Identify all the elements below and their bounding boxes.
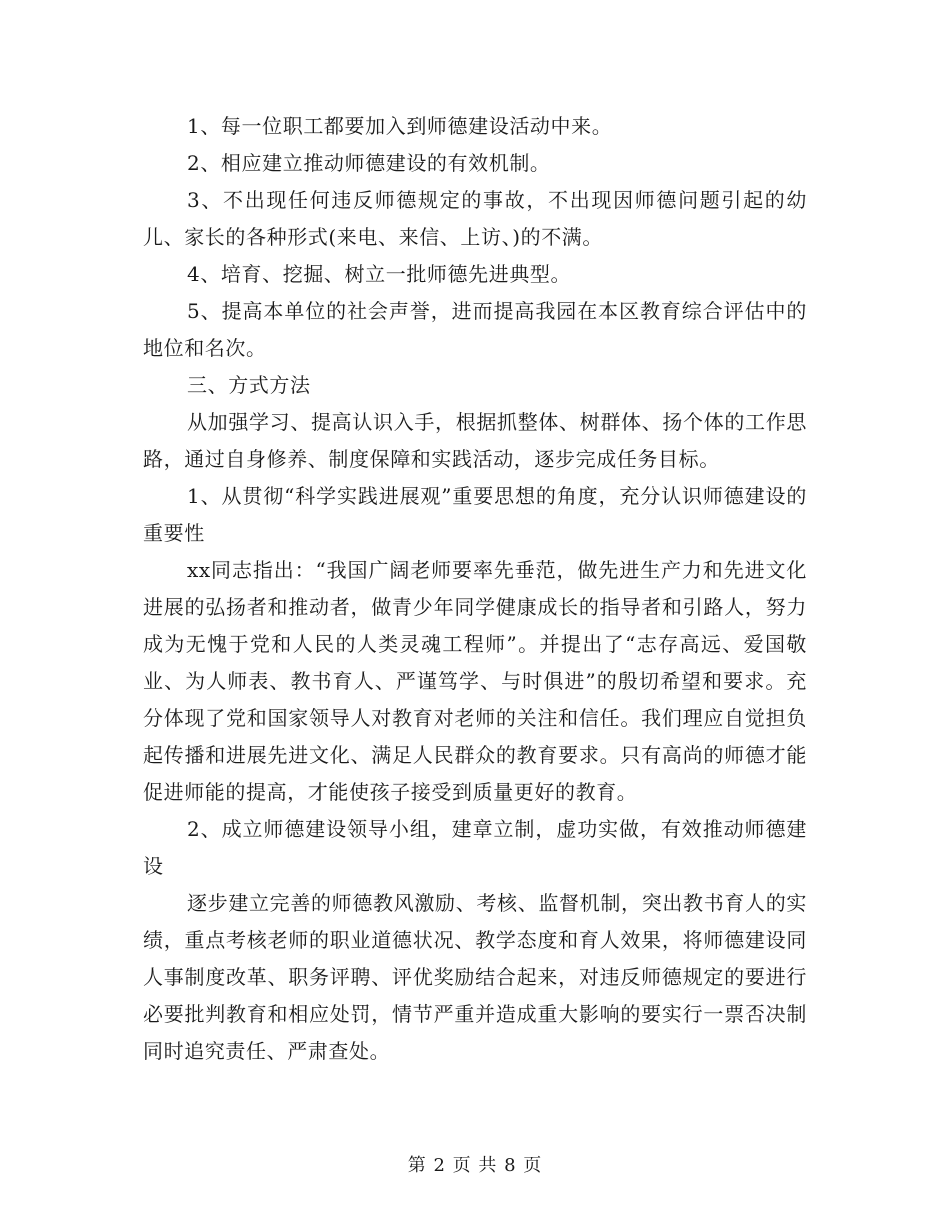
paragraph-mechanism: 逐步建立完善的师德教风激励、考核、监督机制，突出教书育人的实绩，重点考核老师的职业道德状况、教学态度和育人效果，将师德建设同人事制度改革、职务评聘、评优奖励结合起来，对违反师德规定的要进行必要批判教育和相应处罚，情节严重并造成重大影响的要实行一票否决制同时追究责任、严肃查处。: [143, 891, 807, 1063]
paragraph-goal-5: 5、提高本单位的社会声誉，进而提高我园在本区教育综合评估中的地位和名次。: [143, 299, 807, 360]
paragraph-methods-intro: 从加强学习、提高认识入手，根据抓整体、树群体、扬个体的工作思路，通过自身修养、制度保障和实践活动，逐步完成任务目标。: [143, 410, 807, 471]
paragraph-goal-4: 4、培育、挖掘、树立一批师德先进典型。: [187, 262, 572, 286]
paragraph-goal-3: 3、不出现任何违反师德规定的事故，不出现因师德问题引起的幼儿、家长的各种形式(来电、来信、上访、)的不满。: [143, 188, 807, 249]
paragraph-goal-1: 1、每一位职工都要加入到师德建设活动中来。: [187, 114, 613, 138]
subheading-1: 1、从贯彻“科学实践进展观”重要思想的角度，充分认识师德建设的重要性: [143, 484, 807, 545]
subheading-2: 2、成立师德建设领导小组，建章立制，虚功实做，有效推动师德建设: [143, 817, 807, 878]
document-body: [143, 108, 807, 1070]
paragraph-quote: xx同志指出：“我国广阔老师要率先垂范，做先进生产力和先进文化进展的弘扬者和推动者，做青少年同学健康成长的指导者和引路人，努力成为无愧于党和人民的人类灵魂工程师”。并提出了“志存高远、爱国敬业、为人师表、教书育人、严谨笃学、与时俱进”的殷切希望和要求。充分体现了党和国家领导人对教育对老师的关注和信任。我们理应自觉担负起传播和进展先进文化、满足人民群众的教育要求。只有高尚的师德才能促进师能的提高，才能使孩子接受到质量更好的教育。: [143, 558, 807, 804]
page-number-footer: 第 2 页 共 8 页: [407, 1155, 543, 1176]
section-heading-methods: 三、方式方法: [187, 373, 311, 397]
paragraph-goal-2: 2、相应建立推动师德建设的有效机制。: [187, 151, 551, 175]
